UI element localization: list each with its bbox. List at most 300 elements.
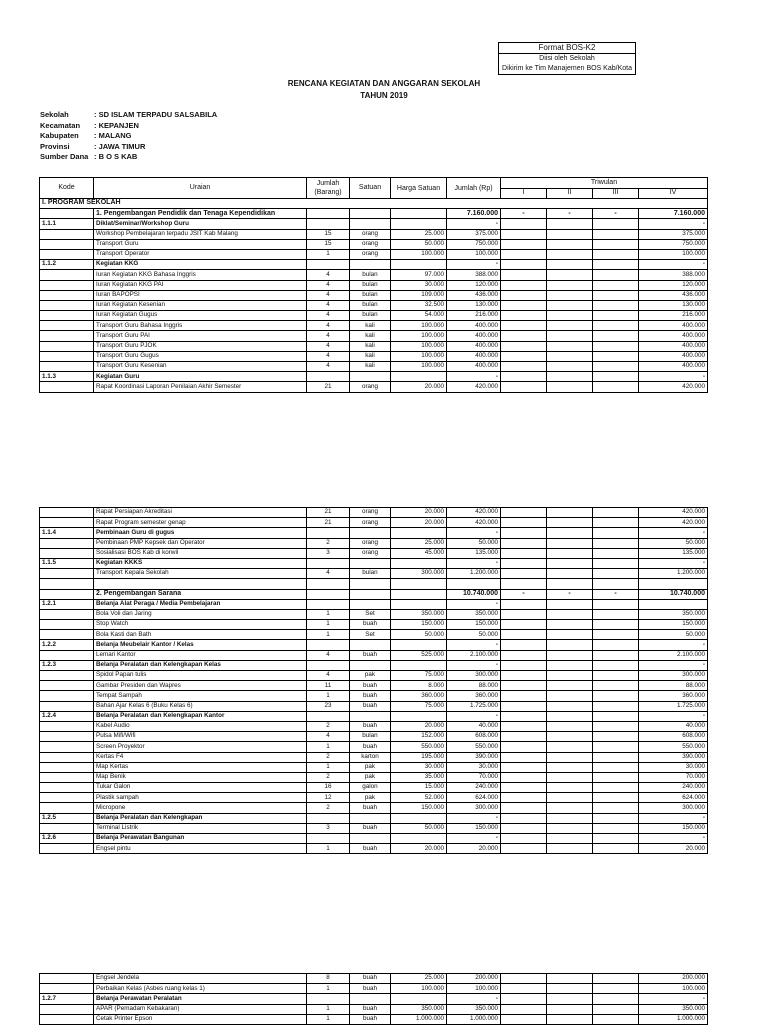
- cell-harga: [391, 579, 447, 589]
- cell-t3: [593, 382, 639, 392]
- info-value: : SD ISLAM TERPADU SALSABILA: [94, 110, 218, 119]
- cell-t3: [593, 1004, 639, 1014]
- cell-kode: [40, 382, 94, 392]
- cell-t2: [547, 1014, 593, 1024]
- cell-sat: [350, 660, 391, 670]
- cell-harga: 20.000: [391, 721, 447, 731]
- cell-uraian: Screen Proyektor: [94, 742, 307, 752]
- table-row: [40, 721, 708, 731]
- cell-kode: [40, 772, 94, 782]
- table-row: [40, 589, 708, 599]
- cell-t2: [547, 569, 593, 579]
- cell-t3: [593, 321, 639, 331]
- cell-kode: [40, 311, 94, 321]
- cell-t4: -: [639, 711, 708, 721]
- cell-uraian: Map Benik: [94, 772, 307, 782]
- cell-sat: Set: [350, 630, 391, 640]
- cell-sat: kali: [350, 362, 391, 372]
- cell-t2: [547, 742, 593, 752]
- cell-t3: [593, 290, 639, 300]
- header-q4: IV: [639, 188, 708, 199]
- cell-t1: [501, 984, 547, 994]
- cell-qty: 15: [307, 229, 350, 239]
- cell-t4: 120.000: [639, 280, 708, 290]
- table-row: [40, 579, 708, 589]
- cell-jml: 608.000: [447, 732, 501, 742]
- cell-t3: [593, 711, 639, 721]
- cell-t3: [593, 331, 639, 341]
- cell-harga: 350.000: [391, 1004, 447, 1014]
- cell-kode: 1.2.7: [40, 994, 94, 1004]
- cell-sat: bulan: [350, 300, 391, 310]
- cell-t3: [593, 1014, 639, 1024]
- cell-qty: 4: [307, 362, 350, 372]
- table-row: [40, 382, 708, 392]
- cell-uraian: Transport Operator: [94, 249, 307, 259]
- cell-harga: 360.000: [391, 691, 447, 701]
- cell-jml: 420.000: [447, 382, 501, 392]
- cell-t3: [593, 372, 639, 382]
- cell-t2: [547, 640, 593, 650]
- cell-t2: [547, 290, 593, 300]
- cell-uraian: Micropone: [94, 803, 307, 813]
- table-row: [40, 701, 708, 711]
- cell-uraian: Kegiatan Guru: [94, 372, 307, 382]
- cell-jml: 50.000: [447, 630, 501, 640]
- cell-t4: 135.000: [639, 548, 708, 558]
- cell-t3: [593, 984, 639, 994]
- cell-harga: [391, 813, 447, 823]
- cell-harga: [391, 640, 447, 650]
- cell-kode: 1.2.4: [40, 711, 94, 721]
- table-row: [40, 742, 708, 752]
- cell-t4: 360.000: [639, 691, 708, 701]
- table-row: [40, 239, 708, 249]
- cell-sat: buah: [350, 803, 391, 813]
- cell-kode: [40, 974, 94, 984]
- cell-uraian: Gambar Presiden dan Wapres: [94, 681, 307, 691]
- cell-sat: buah: [350, 681, 391, 691]
- cell-qty: 23: [307, 701, 350, 711]
- cell-t3: [593, 974, 639, 984]
- header-q1: I: [501, 188, 547, 199]
- cell-t4: [639, 599, 708, 609]
- cell-t3: [593, 701, 639, 711]
- table-row: [40, 229, 708, 239]
- cell-sat: [350, 219, 391, 229]
- cell-harga: 20.000: [391, 844, 447, 854]
- cell-t2: [547, 528, 593, 538]
- cell-harga: 52.000: [391, 793, 447, 803]
- cell-qty: 8: [307, 974, 350, 984]
- cell-harga: [391, 209, 447, 219]
- cell-sat: orang: [350, 382, 391, 392]
- cell-t2: [547, 762, 593, 772]
- cell-uraian: Belanja Meubelair Kantor / Kelas: [94, 640, 307, 650]
- cell-uraian: Belanja Perawatan Peralatan: [94, 994, 307, 1004]
- cell-t4: -: [639, 640, 708, 650]
- cell-sat: buah: [350, 650, 391, 660]
- cell-t4: 216.000: [639, 311, 708, 321]
- cell-t3: [593, 270, 639, 280]
- cell-t4: 300.000: [639, 803, 708, 813]
- cell-t3: -: [593, 209, 639, 219]
- table-row: [40, 362, 708, 372]
- cell-kode: [40, 362, 94, 372]
- table-row: [40, 762, 708, 772]
- program-heading: I. PROGRAM SEKOLAH: [40, 199, 708, 209]
- cell-qty: 4: [307, 732, 350, 742]
- cell-t2: [547, 671, 593, 681]
- cell-kode: [40, 300, 94, 310]
- cell-t1: [501, 569, 547, 579]
- cell-kode: 1.1.4: [40, 528, 94, 538]
- cell-jml: 150.000: [447, 823, 501, 833]
- cell-jml: 390.000: [447, 752, 501, 762]
- cell-qty: 1: [307, 691, 350, 701]
- cell-uraian: Lemari Kantor: [94, 650, 307, 660]
- cell-t2: [547, 711, 593, 721]
- cell-jml: 70.000: [447, 772, 501, 782]
- cell-t3: [593, 691, 639, 701]
- cell-qty: [307, 372, 350, 382]
- cell-qty: 2: [307, 538, 350, 548]
- cell-sat: bulan: [350, 311, 391, 321]
- cell-jml: 40.000: [447, 721, 501, 731]
- cell-qty: 4: [307, 341, 350, 351]
- cell-kode: [40, 681, 94, 691]
- cell-t4: 350.000: [639, 609, 708, 619]
- cell-t4: -: [639, 558, 708, 568]
- cell-qty: 1: [307, 762, 350, 772]
- cell-harga: 20.000: [391, 508, 447, 518]
- cell-kode: [40, 823, 94, 833]
- cell-kode: [40, 538, 94, 548]
- cell-harga: [391, 834, 447, 844]
- cell-qty: 2: [307, 721, 350, 731]
- cell-t1: [501, 650, 547, 660]
- cell-t1: -: [501, 209, 547, 219]
- cell-jml: 360.000: [447, 691, 501, 701]
- cell-uraian: Iuran Kegiatan KKG Bahasa Inggris: [94, 270, 307, 280]
- format-box-line2: Dikirim ke Tim Manajemen BOS Kab/Kota: [502, 65, 632, 72]
- cell-t2: [547, 803, 593, 813]
- cell-uraian: Iuran Kegiatan Gugus: [94, 311, 307, 321]
- cell-t1: [501, 311, 547, 321]
- cell-jml: -: [447, 711, 501, 721]
- cell-t3: [593, 508, 639, 518]
- cell-sat: kali: [350, 331, 391, 341]
- table-row: [40, 538, 708, 548]
- cell-t4: 400.000: [639, 362, 708, 372]
- cell-kode: [40, 280, 94, 290]
- cell-kode: 1.2.5: [40, 813, 94, 823]
- cell-uraian: Transport Guru Bahasa Inggris: [94, 321, 307, 331]
- cell-sat: [350, 372, 391, 382]
- cell-sat: karton: [350, 752, 391, 762]
- cell-uraian: 2. Pengembangan Sarana: [94, 589, 307, 599]
- cell-t1: [501, 732, 547, 742]
- cell-jml: 375.000: [447, 229, 501, 239]
- cell-harga: 100.000: [391, 984, 447, 994]
- cell-harga: 195.000: [391, 752, 447, 762]
- cell-t3: [593, 844, 639, 854]
- cell-jml: 400.000: [447, 321, 501, 331]
- cell-t2: [547, 508, 593, 518]
- cell-qty: [307, 579, 350, 589]
- table-row: [40, 650, 708, 660]
- cell-t1: [501, 321, 547, 331]
- cell-t4: 70.000: [639, 772, 708, 782]
- cell-sat: bulan: [350, 280, 391, 290]
- cell-t4: -: [639, 994, 708, 1004]
- cell-t2: -: [547, 589, 593, 599]
- cell-t4: -: [639, 813, 708, 823]
- cell-t2: [547, 518, 593, 528]
- cell-uraian: Workshop Pembelajaran terpadu JSIT Kab Malang: [94, 229, 307, 239]
- cell-kode: 1.2.1: [40, 599, 94, 609]
- cell-t3: [593, 341, 639, 351]
- cell-t2: [547, 321, 593, 331]
- cell-t3: [593, 823, 639, 833]
- table-row: [40, 548, 708, 558]
- cell-qty: 4: [307, 321, 350, 331]
- cell-t3: [593, 813, 639, 823]
- cell-kode: 1.2.2: [40, 640, 94, 650]
- cell-jml: 400.000: [447, 331, 501, 341]
- info-row: [40, 131, 217, 142]
- cell-uraian: Belanja Perawatan Bangunan: [94, 834, 307, 844]
- cell-uraian: Transport Guru: [94, 239, 307, 249]
- cell-uraian: Perbaikan Kelas (Asbes ruang kelas 1): [94, 984, 307, 994]
- cell-sat: buah: [350, 1014, 391, 1024]
- table-row: [40, 528, 708, 538]
- cell-uraian: Kertas F4: [94, 752, 307, 762]
- cell-t4: 150.000: [639, 823, 708, 833]
- table-row: [40, 630, 708, 640]
- cell-uraian: Belanja Peralatan dan Kelengkapan: [94, 813, 307, 823]
- cell-t2: [547, 721, 593, 731]
- cell-uraian: Kabel Audio: [94, 721, 307, 731]
- cell-t4: 1.200.000: [639, 569, 708, 579]
- table-row: [40, 974, 708, 984]
- cell-qty: [307, 589, 350, 599]
- cell-uraian: Plastik sampah: [94, 793, 307, 803]
- info-value: : JAWA TIMUR: [94, 141, 146, 151]
- format-box-line1: Diisi oleh Sekolah: [539, 55, 595, 62]
- cell-harga: 25.000: [391, 538, 447, 548]
- cell-sat: [350, 813, 391, 823]
- cell-qty: 16: [307, 783, 350, 793]
- cell-harga: 150.000: [391, 803, 447, 813]
- cell-sat: orang: [350, 518, 391, 528]
- table-row: [40, 260, 708, 270]
- cell-uraian: Terminal Listrik: [94, 823, 307, 833]
- cell-sat: buah: [350, 984, 391, 994]
- cell-jml: 216.000: [447, 311, 501, 321]
- cell-t2: [547, 609, 593, 619]
- cell-sat: buah: [350, 844, 391, 854]
- cell-sat: buah: [350, 721, 391, 731]
- cell-harga: [391, 589, 447, 599]
- cell-jml: -: [447, 528, 501, 538]
- cell-uraian: Map Kertas: [94, 762, 307, 772]
- cell-t2: [547, 752, 593, 762]
- table-row: [40, 1004, 708, 1014]
- cell-t1: [501, 721, 547, 731]
- cell-t2: [547, 834, 593, 844]
- cell-t2: [547, 239, 593, 249]
- cell-t2: [547, 372, 593, 382]
- cell-qty: [307, 528, 350, 538]
- cell-uraian: Kegiatan KKKS: [94, 558, 307, 568]
- cell-t1: [501, 528, 547, 538]
- cell-t4: 20.000: [639, 844, 708, 854]
- cell-t1: [501, 803, 547, 813]
- cell-t3: [593, 518, 639, 528]
- cell-kode: [40, 783, 94, 793]
- table-row: [40, 994, 708, 1004]
- cell-jml: 7.160.000: [447, 209, 501, 219]
- cell-t4: 2.100.000: [639, 650, 708, 660]
- table-row: [40, 372, 708, 382]
- cell-t1: [501, 331, 547, 341]
- cell-t2: [547, 974, 593, 984]
- cell-kode: 1.1.1: [40, 219, 94, 229]
- budget-table-page3: [39, 973, 708, 1025]
- cell-jml: -: [447, 599, 501, 609]
- cell-t3: [593, 538, 639, 548]
- cell-harga: [391, 558, 447, 568]
- cell-qty: [307, 994, 350, 1004]
- cell-kode: [40, 742, 94, 752]
- cell-jml: 150.000: [447, 620, 501, 630]
- cell-t3: [593, 260, 639, 270]
- cell-t3: [593, 280, 639, 290]
- cell-jml: 420.000: [447, 508, 501, 518]
- format-box: [498, 42, 636, 75]
- cell-t2: [547, 558, 593, 568]
- cell-harga: [391, 994, 447, 1004]
- cell-harga: 50.000: [391, 239, 447, 249]
- cell-jml: 420.000: [447, 518, 501, 528]
- cell-kode: [40, 341, 94, 351]
- table-row: [40, 331, 708, 341]
- cell-t1: [501, 558, 547, 568]
- cell-jml: -: [447, 813, 501, 823]
- cell-jml: 300.000: [447, 803, 501, 813]
- cell-uraian: Transport Guru Kesenian: [94, 362, 307, 372]
- cell-jml: -: [447, 372, 501, 382]
- header-satuan: Satuan: [350, 178, 391, 199]
- cell-sat: buah: [350, 823, 391, 833]
- cell-jml: 88.000: [447, 681, 501, 691]
- cell-t2: [547, 280, 593, 290]
- cell-t1: [501, 844, 547, 854]
- cell-t1: [501, 630, 547, 640]
- cell-harga: 100.000: [391, 362, 447, 372]
- cell-kode: [40, 844, 94, 854]
- budget-table-page1: [39, 177, 708, 393]
- cell-t1: [501, 742, 547, 752]
- cell-harga: 550.000: [391, 742, 447, 752]
- cell-t1: [501, 538, 547, 548]
- cell-t1: [501, 372, 547, 382]
- cell-t1: [501, 280, 547, 290]
- cell-t4: 388.000: [639, 270, 708, 280]
- info-label: Provinsi: [40, 141, 70, 151]
- cell-qty: [307, 660, 350, 670]
- cell-t3: [593, 742, 639, 752]
- cell-qty: [307, 711, 350, 721]
- info-row: [40, 152, 217, 163]
- cell-t4: -: [639, 219, 708, 229]
- info-value: : KEPANJEN: [94, 120, 139, 130]
- cell-qty: 11: [307, 681, 350, 691]
- cell-jml: 624.000: [447, 793, 501, 803]
- cell-sat: bulan: [350, 569, 391, 579]
- cell-jml: 120.000: [447, 280, 501, 290]
- cell-qty: 4: [307, 331, 350, 341]
- cell-jml: 200.000: [447, 974, 501, 984]
- cell-t3: [593, 640, 639, 650]
- cell-t4: -: [639, 660, 708, 670]
- cell-t1: [501, 518, 547, 528]
- cell-t1: [501, 508, 547, 518]
- cell-sat: orang: [350, 508, 391, 518]
- title-line2: TAHUN 2019: [360, 91, 408, 100]
- cell-uraian: [94, 579, 307, 589]
- cell-kode: [40, 321, 94, 331]
- cell-kode: [40, 331, 94, 341]
- cell-kode: [40, 803, 94, 813]
- cell-qty: 1: [307, 620, 350, 630]
- cell-qty: [307, 599, 350, 609]
- cell-kode: [40, 620, 94, 630]
- cell-t3: [593, 351, 639, 361]
- school-info: [40, 110, 217, 163]
- cell-t2: [547, 732, 593, 742]
- cell-t2: [547, 311, 593, 321]
- cell-harga: 525.000: [391, 650, 447, 660]
- cell-kode: [40, 589, 94, 599]
- cell-sat: [350, 711, 391, 721]
- cell-t2: [547, 219, 593, 229]
- cell-t3: [593, 579, 639, 589]
- cell-t2: [547, 984, 593, 994]
- cell-kode: [40, 229, 94, 239]
- cell-sat: orang: [350, 229, 391, 239]
- cell-kode: 1.2.6: [40, 834, 94, 844]
- cell-sat: [350, 589, 391, 599]
- cell-sat: [350, 528, 391, 538]
- table-row: [40, 813, 708, 823]
- cell-t1: [501, 834, 547, 844]
- cell-t4: 400.000: [639, 331, 708, 341]
- cell-qty: 3: [307, 823, 350, 833]
- cell-harga: 100.000: [391, 331, 447, 341]
- cell-uraian: Belanja Peralatan dan Kelengkapan Kelas: [94, 660, 307, 670]
- cell-t1: [501, 823, 547, 833]
- cell-sat: orang: [350, 249, 391, 259]
- cell-harga: 152.000: [391, 732, 447, 742]
- cell-jml: 400.000: [447, 341, 501, 351]
- cell-harga: 45.000: [391, 548, 447, 558]
- cell-t1: [501, 548, 547, 558]
- table-row: [40, 300, 708, 310]
- cell-t4: 40.000: [639, 721, 708, 731]
- cell-uraian: 1. Pengembangan Pendidik dan Tenaga Kependidikan: [94, 209, 307, 219]
